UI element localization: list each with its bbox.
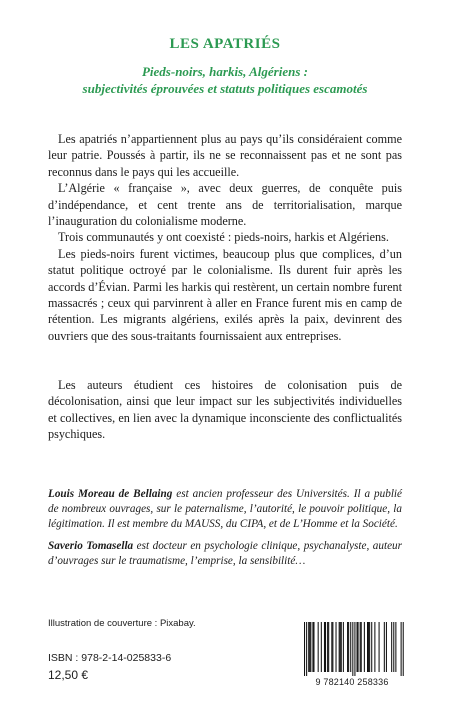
barcode-bar — [340, 622, 341, 672]
barcode-bar — [312, 622, 313, 672]
author-bio-text: est ancien professeur des Universités. Il a publié de nombreux ouvrages, sur le paternalisme, l’autorité, le pouvoir politique, la légitimation. Il est membre du MAUSS, du CIPA, et de L’Homme et la Société. — [48, 488, 403, 531]
barcode-bar — [357, 622, 358, 672]
subtitle-line-1: Pieds-noirs, harkis, Algériens : — [141, 64, 308, 79]
barcode-bar — [310, 622, 311, 672]
barcode-bar — [374, 622, 375, 672]
barcode-bar — [368, 622, 369, 672]
synopsis-paragraph: L’Algérie « française », avec deux guerres, de conquête puis d’indépendance, et cent trente ans de territorialisation, marque l’inauguration du colonialisme moderne. — [48, 181, 402, 229]
isbn: ISBN : 978-2-14-025833-6 — [48, 652, 172, 664]
barcode-bar — [321, 622, 322, 672]
barcode-bar — [367, 622, 368, 672]
barcode-bar — [358, 622, 359, 672]
barcode-bar — [384, 622, 385, 672]
barcode-bar — [403, 622, 404, 676]
barcode-bar — [352, 622, 353, 676]
barcode-bar — [336, 622, 337, 672]
barcode-bar — [327, 622, 328, 672]
barcode-bar — [395, 622, 396, 672]
barcode-bar — [339, 622, 340, 672]
barcode-bar — [364, 622, 365, 672]
barcode-bar — [343, 622, 344, 672]
synopsis-paragraph: Les pieds-noirs furent victimes, beaucoup plus que complices, d’un statut politique octroyé par le colonialisme. Ils durent fuir après les accords d’Évian. Parmi les harkis qui restèrent, un certain nombre furent massacrés ; ceux qui parvinrent à aller en France furent mis en camp de rétention. Les migrants algériens, exilés après la paix, devinrent des ouvriers que des sous-traitants fournissaient aux entreprises. — [48, 246, 402, 343]
closing-summary — [48, 377, 402, 443]
barcode-bar — [348, 622, 349, 672]
author-bio-text: est docteur en psychologie clinique, psychanalyste, auteur d’ouvrages sur le traumatisme, l’emprise, la sensibilité… — [48, 540, 402, 568]
barcode-bars — [300, 622, 404, 676]
barcode-bar — [328, 622, 329, 672]
barcode-digits: 9 782140 258336 — [315, 677, 389, 687]
barcode-bar — [350, 622, 351, 672]
barcode-bar — [309, 622, 310, 672]
price: 12,50 € — [48, 668, 89, 682]
barcode-bar — [391, 622, 392, 672]
barcode-bar — [379, 622, 380, 672]
book-subtitle — [0, 63, 450, 97]
barcode — [300, 622, 404, 688]
barcode-bar — [306, 622, 307, 676]
barcode-bar — [304, 622, 305, 676]
barcode-bar — [325, 622, 326, 672]
barcode-bar — [371, 622, 372, 672]
barcode-bar — [313, 622, 314, 672]
author-name: Louis Moreau de Bellaing — [48, 488, 173, 500]
author-bio — [48, 487, 402, 533]
barcode-bar — [369, 622, 370, 672]
barcode-bar — [360, 622, 361, 672]
synopsis-paragraph: Trois communautés y ont coexisté : pieds-noirs, harkis et Algériens. — [58, 230, 389, 245]
barcode-bar — [331, 622, 332, 672]
closing-paragraph: Les auteurs étudient ces histoires de colonisation puis de décolonisation, ainsi que leur impact sur les subjectivités individuelles et collectives, en lien avec la dynamique inconsciente des conflictualités psychiques. — [48, 378, 402, 442]
barcode-bar — [318, 622, 319, 672]
barcode-bar — [386, 622, 387, 672]
barcode-bar — [347, 622, 348, 672]
barcode-bar — [341, 622, 342, 672]
subtitle-line-2: subjectivités éprouvées et statuts politiques escamotés — [82, 81, 368, 96]
barcode-bar — [361, 622, 362, 672]
author-name: Saverio Tomasella — [48, 540, 134, 552]
author-bio — [48, 539, 402, 569]
barcode-bar — [393, 622, 394, 672]
book-title: LES APATRIÉS — [169, 36, 281, 52]
barcode-bar — [324, 622, 325, 672]
barcode-bar — [332, 622, 333, 672]
synopsis-paragraph: Les apatriés n’appartiennent plus au pays qu’ils considéraient comme leur patrie. Poussés à partir, ils ne se reconnaissent pas et ne sont pas reconnus dans le pays qui les accueille. — [48, 132, 402, 179]
synopsis — [48, 131, 402, 344]
barcode-bar — [308, 622, 309, 672]
cover-credit: Illustration de couverture : Pixabay. — [48, 618, 196, 629]
barcode-bar — [401, 622, 402, 676]
barcode-bar — [354, 622, 355, 676]
